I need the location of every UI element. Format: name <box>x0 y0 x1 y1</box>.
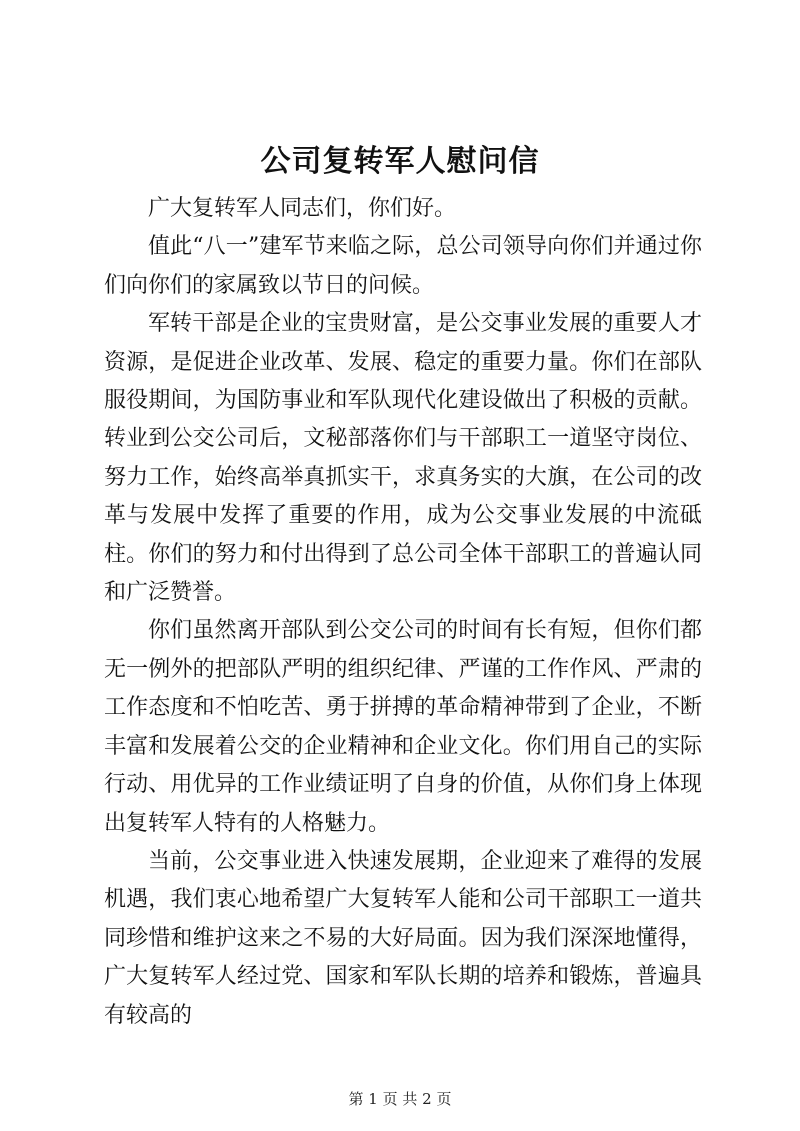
paragraph-current-development: 当前，公交事业进入快速发展期，企业迎来了难得的发展机遇，我们衷心地希望广大复转军人能和公司干部职工一道共同珍惜和维护这来之不易的大好局面。因为我们深深地懂得，广大复转军人经过党、国家和军队长期的培养和锻炼，普遍具有较高的 <box>104 848 702 1028</box>
paragraph-holiday-greeting: 值此“八一”建军节来临之际，总公司领导向你们并通过你们向你们的家属致以节日的问候。 <box>104 234 702 298</box>
paragraph-greeting: 广大复转军人同志们，你们好。 <box>148 196 457 221</box>
paragraph-spirit: 你们虽然离开部队到公交公司的时间有长有短，但你们都无一例外的把部队严明的组织纪律、严谨的工作作风、严肃的工作态度和不怕吃苦、勇于拼搏的革命精神带到了企业，不断丰富和发展着公交的企业精神和企业文化。你们用自己的实际行动、用优异的工作业绩证明了自身的价值，从你们身上体现出复转军人特有的人格魅力。 <box>104 618 702 836</box>
page-number-footer: 第 1 页 共 2 页 <box>348 1090 452 1108</box>
document-title: 公司复转军人慰问信 <box>260 144 540 179</box>
paragraph-contribution: 军转干部是企业的宝贵财富，是公交事业发展的重要人才资源，是促进企业改革、发展、稳定的重要力量。你们在部队服役期间，为国防事业和军队现代化建设做出了积极的贡献。转业到公交公司后，文秘部落你们与干部职工一道坚守岗位、努力工作，始终高举真抓实干，求真务实的大旗，在公司的改革与发展中发挥了重要的作用，成为公交事业发展的中流砥柱。你们的努力和付出得到了总公司全体干部职工的普遍认同和广泛赞誉。 <box>104 311 702 606</box>
document-body <box>104 190 702 1035</box>
